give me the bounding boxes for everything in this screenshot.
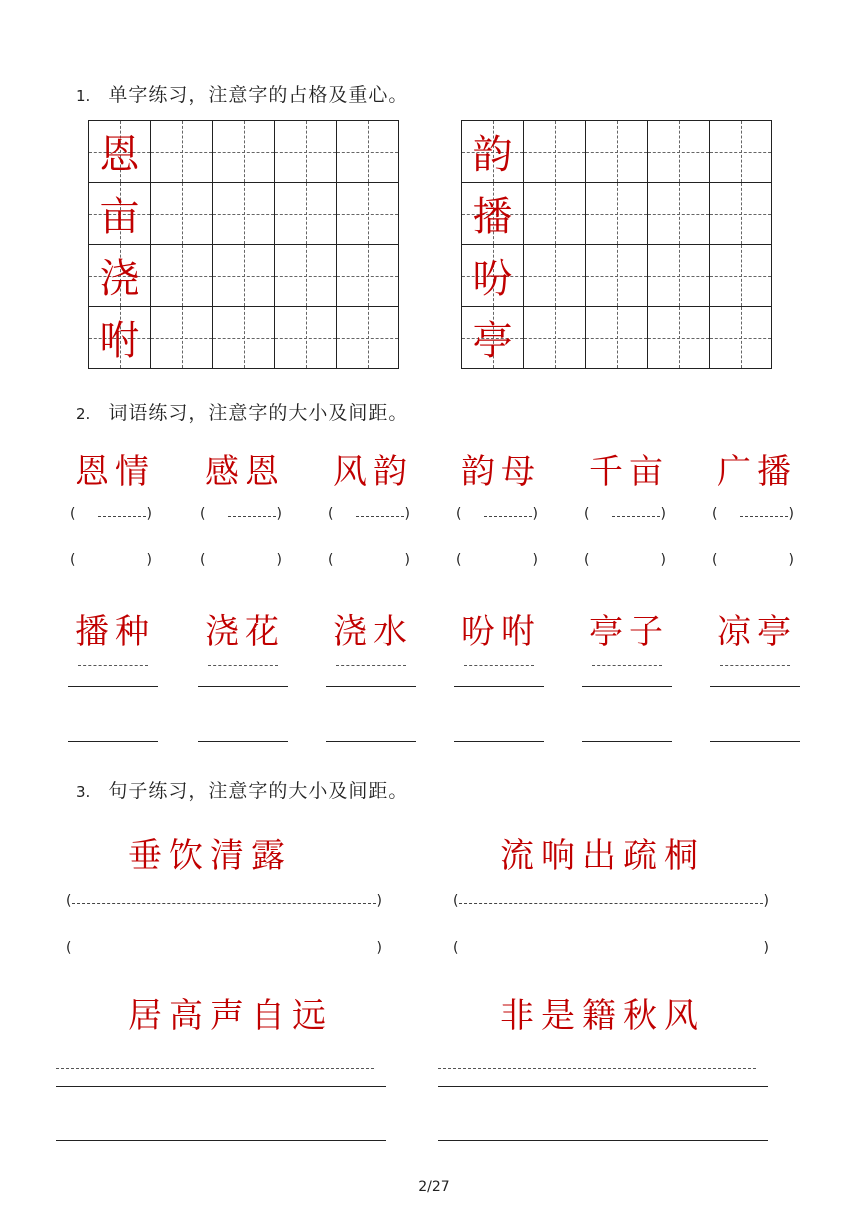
grid-cell — [274, 244, 336, 306]
grid-cell — [709, 244, 771, 306]
word-write-line — [198, 741, 288, 742]
sentence-paren-blank: ( ) — [66, 940, 382, 956]
word-row2: 凉亭 — [717, 612, 797, 652]
model-character: 吩 — [472, 256, 513, 302]
sentence-4: 非是籍秋风 — [500, 996, 705, 1036]
sentence-write-line — [438, 1086, 768, 1087]
word-paren-dashed: ( ) — [328, 506, 410, 522]
word-paren-blank: ( ) — [712, 552, 794, 568]
word-row2: 浇水 — [333, 612, 413, 652]
word-write-line — [454, 741, 544, 742]
model-character: 播 — [472, 194, 513, 240]
word-write-line — [326, 686, 416, 687]
grid-cell — [150, 306, 212, 368]
word-write-line — [582, 686, 672, 687]
grid-cell — [709, 120, 771, 182]
practice-grid-right — [461, 120, 772, 369]
word-write-line — [582, 741, 672, 742]
grid-cell — [523, 120, 585, 182]
grid-cell — [647, 120, 709, 182]
grid-cell — [647, 244, 709, 306]
grid-cell — [150, 182, 212, 244]
sentence-paren-dashed: ( ) — [66, 893, 382, 909]
grid-cell — [461, 182, 523, 244]
word-row2: 吩咐 — [461, 612, 541, 652]
word-paren-dashed: ( ) — [456, 506, 538, 522]
grid-cell — [274, 306, 336, 368]
sentence-1: 垂饮清露 — [128, 836, 292, 876]
sentence-paren-blank: ( ) — [453, 940, 769, 956]
word-dashed-line — [336, 665, 406, 666]
word-paren-dashed: ( ) — [70, 506, 152, 522]
grid-cell — [461, 244, 523, 306]
word-paren-blank: ( ) — [328, 552, 410, 568]
model-character: 亭 — [472, 318, 513, 364]
grid-cell — [647, 306, 709, 368]
grid-cell — [212, 306, 274, 368]
sentence-dashed-line — [56, 1068, 374, 1069]
section1-number: 1. — [76, 87, 91, 105]
word-write-line — [198, 686, 288, 687]
grid-cell — [336, 306, 398, 368]
model-character: 咐 — [99, 318, 140, 364]
grid-cell — [523, 182, 585, 244]
grid-cell — [647, 182, 709, 244]
section1-heading — [76, 80, 408, 107]
word-row1: 千亩 — [589, 452, 669, 492]
section2-heading — [76, 398, 408, 425]
grid-cell — [461, 120, 523, 182]
grid-cell — [461, 306, 523, 368]
section1-title: 单字练习，注意字的占格及重心。 — [108, 84, 409, 106]
grid-cell — [212, 244, 274, 306]
grid-cell — [523, 244, 585, 306]
grid-cell — [150, 120, 212, 182]
word-write-line — [68, 686, 158, 687]
section3-title: 句子练习，注意字的大小及间距。 — [108, 780, 409, 802]
sentence-write-line — [56, 1140, 386, 1141]
word-dashed-line — [592, 665, 662, 666]
word-paren-dashed: ( ) — [200, 506, 282, 522]
word-write-line — [710, 686, 800, 687]
grid-cell — [336, 182, 398, 244]
word-row1: 感恩 — [205, 452, 285, 492]
grid-cell — [88, 182, 150, 244]
sentence-paren-dashed: ( ) — [453, 893, 769, 909]
sentence-3: 居高声自远 — [128, 996, 333, 1036]
section2-title: 词语练习，注意字的大小及间距。 — [108, 402, 409, 424]
word-paren-blank: ( ) — [200, 552, 282, 568]
page-number: 2/27 — [418, 1179, 450, 1195]
model-character: 亩 — [99, 194, 140, 240]
word-row1: 风韵 — [333, 452, 413, 492]
sentence-write-line — [56, 1086, 386, 1087]
word-row2: 浇花 — [205, 612, 285, 652]
grid-cell — [585, 306, 647, 368]
model-character: 韵 — [472, 132, 513, 178]
grid-cell — [709, 306, 771, 368]
sentence-2: 流响出疏桐 — [500, 836, 705, 876]
section2-number: 2. — [76, 405, 91, 423]
word-dashed-line — [720, 665, 790, 666]
word-row1: 广播 — [717, 452, 797, 492]
grid-cell — [88, 306, 150, 368]
word-write-line — [326, 741, 416, 742]
model-character: 恩 — [99, 132, 140, 178]
grid-cell — [585, 244, 647, 306]
grid-cell — [709, 182, 771, 244]
grid-cell — [212, 182, 274, 244]
word-dashed-line — [208, 665, 278, 666]
grid-cell — [336, 244, 398, 306]
grid-cell — [88, 244, 150, 306]
section3-heading — [76, 776, 408, 803]
word-row2: 播种 — [75, 612, 155, 652]
word-paren-blank: ( ) — [456, 552, 538, 568]
word-paren-blank: ( ) — [70, 552, 152, 568]
sentence-write-line — [438, 1140, 768, 1141]
word-row1: 韵母 — [461, 452, 541, 492]
grid-cell — [88, 120, 150, 182]
grid-cell — [585, 120, 647, 182]
word-paren-blank: ( ) — [584, 552, 666, 568]
word-paren-dashed: ( ) — [712, 506, 794, 522]
grid-cell — [212, 120, 274, 182]
practice-grid-left — [88, 120, 399, 369]
word-write-line — [68, 741, 158, 742]
sentence-dashed-line — [438, 1068, 756, 1069]
grid-cell — [336, 120, 398, 182]
grid-cell — [274, 182, 336, 244]
grid-cell — [150, 244, 212, 306]
word-write-line — [454, 686, 544, 687]
word-dashed-line — [78, 665, 148, 666]
word-write-line — [710, 741, 800, 742]
grid-cell — [523, 306, 585, 368]
section3-number: 3. — [76, 783, 91, 801]
word-dashed-line — [464, 665, 534, 666]
word-paren-dashed: ( ) — [584, 506, 666, 522]
model-character: 浇 — [99, 256, 140, 302]
word-row2: 亭子 — [589, 612, 669, 652]
grid-cell — [585, 182, 647, 244]
grid-cell — [274, 120, 336, 182]
word-row1: 恩情 — [75, 452, 155, 492]
